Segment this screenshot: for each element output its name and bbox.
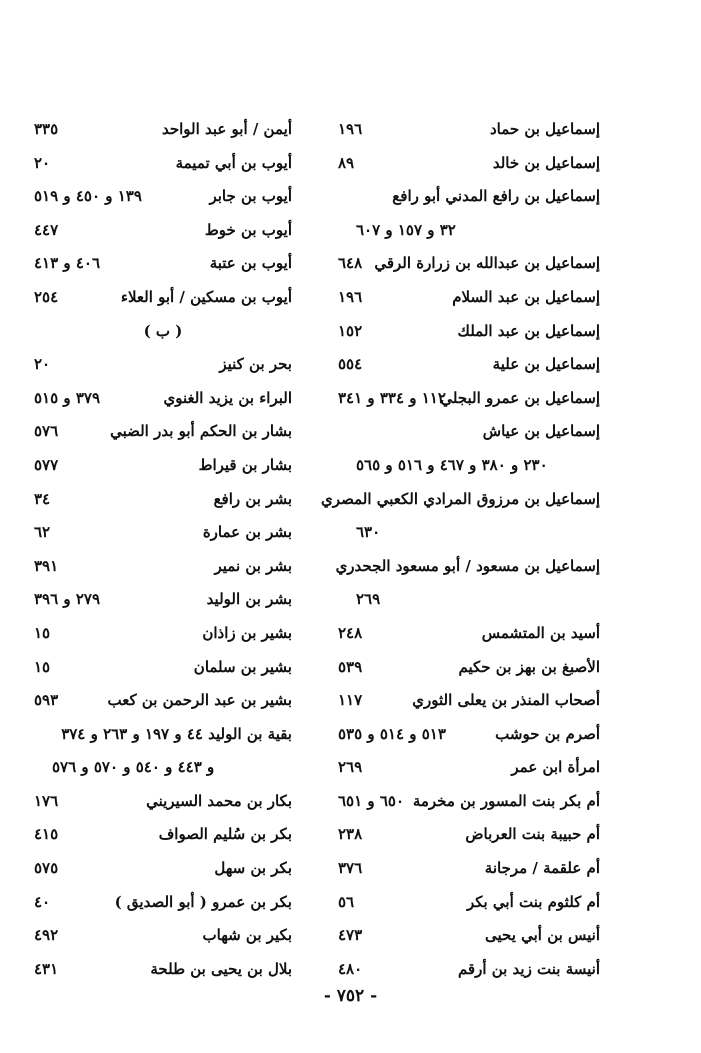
entry-name: أم بكر بنت المسور بن مخرمة [412, 791, 600, 810]
entry-name: بكر بن سُليم الصواف [158, 825, 292, 844]
entry-name: بكر بن عمرو ( أبو الصديق ) [114, 892, 292, 911]
index-entry [338, 852, 600, 886]
entry-name: أيوب بن عتبة [209, 254, 292, 273]
entry-name: إسماعيل بن عمرو البجلي [440, 388, 600, 407]
entry-name: أم حبيبة بنت العرباض [465, 825, 600, 844]
index-entry [338, 818, 600, 852]
entry-name: بشر بن نمير [214, 556, 292, 575]
index-entry [338, 315, 600, 349]
index-entry [34, 583, 292, 617]
index-entry [34, 651, 292, 685]
index-entry [34, 684, 292, 718]
index-entry [34, 953, 292, 987]
index-entry [34, 516, 292, 550]
entry-pages: ٣٩١ [34, 556, 59, 575]
entry-name: بقية بن الوليد ٤٤ و ١٩٧ و ٢٦٣ و ٣٧٤ [61, 724, 292, 743]
entry-pages: ١٧٦ [34, 791, 59, 810]
index-entry [34, 180, 292, 214]
index-entry [321, 483, 600, 517]
entry-name: إسماعيل بن عبدالله بن زرارة الرقي [374, 254, 600, 273]
index-entry [34, 214, 292, 248]
entry-name: امرأة ابن عمر [511, 758, 600, 777]
entry-pages: ١٥٢ [338, 321, 363, 340]
entry-name: بكير بن شهاب [202, 926, 292, 945]
entry-name: بشر بن عمارة [202, 523, 292, 542]
entry-name: أصرم بن حوشب [495, 724, 600, 743]
entry-name: أم كلثوم بنت أبي بكر [466, 892, 600, 911]
entry-name: إسماعيل بن خالد [492, 153, 600, 172]
entry-name: إسماعيل بن عبد الملك [457, 321, 600, 340]
entry-pages: ٢٣٨ [338, 825, 363, 844]
entry-pages: ٤٠٦ و ٤١٣ [34, 254, 101, 273]
index-entry [338, 953, 600, 987]
entry-pages: ١١٧ [338, 691, 363, 710]
entry-name: بحر بن كنيز [219, 355, 292, 374]
entry-name: بكر بن سهل [214, 859, 292, 878]
index-entry [338, 651, 600, 685]
entry-name: بشير بن سلمان [193, 657, 292, 676]
entry-pages: ٣٤ [34, 489, 51, 508]
entry-name: بشار بن الحكم أبو بدر الضبي [110, 422, 292, 441]
entry-name: أيوب بن أبي تميمة [175, 153, 292, 172]
entry-name: بشر بن الوليد [206, 590, 292, 609]
index-entry [34, 550, 292, 584]
index-entry [34, 247, 292, 281]
index-entry [338, 718, 600, 752]
entry-pages: ٣٢ و ١٥٧ و ٦٠٧ [356, 220, 456, 239]
index-entry [338, 751, 600, 785]
entry-name: إسماعيل بن مسعود / أبو مسعود الجحدري [335, 556, 600, 575]
entry-pages: ٣٧٦ [338, 859, 363, 878]
entry-name: إسماعيل بن عبد السلام [452, 287, 600, 306]
index-entry [338, 247, 600, 281]
entry-name: أيوب بن خوط [204, 220, 292, 239]
index-entry [338, 113, 600, 147]
entry-pages: ٤١٥ [34, 825, 59, 844]
index-entry [34, 147, 292, 181]
index-entry [338, 348, 600, 382]
entry-pages: ٥٧٥ [34, 859, 59, 878]
entry-name: بشر بن رافع [213, 489, 292, 508]
index-entry [338, 281, 600, 315]
index-entry [34, 315, 292, 349]
entry-name: أيوب بن مسكين / أبو العلاء [120, 287, 292, 306]
entry-pages: ٦٣٠ [356, 523, 381, 542]
index-entry [338, 180, 600, 214]
entry-pages: ٤٠ [34, 892, 51, 911]
index-entry [34, 886, 292, 920]
entry-name: إسماعيل بن رافع المدني أبو رافع [392, 187, 600, 206]
index-entry [34, 113, 292, 147]
index-entry [338, 684, 600, 718]
entry-pages: ٥٧٧ [34, 455, 59, 474]
entry-name: أصحاب المنذر بن يعلى الثوري [412, 691, 600, 710]
entry-pages: ١٩٦ [338, 287, 363, 306]
entry-pages: ١١٢ و ٣٣٤ و ٣٤١ [338, 388, 446, 407]
entry-pages: ٢٦٩ [356, 590, 381, 609]
entry-pages: ١٥ [34, 623, 51, 642]
index-entry [338, 785, 600, 819]
index-entry [34, 785, 292, 819]
entry-pages: ١٣٩ و ٤٥٠ و ٥١٩ [34, 187, 142, 206]
entry-name: أم علقمة / مرجانة [484, 859, 600, 878]
entry-pages: ٢٧٩ و ٣٩٦ [34, 590, 101, 609]
entry-name: ( ب ) [143, 321, 183, 340]
index-entry [338, 886, 600, 920]
entry-name: بشير بن زاذان [202, 623, 292, 642]
entry-pages: ٤٧٣ [338, 926, 363, 945]
entry-pages: ٦٤٨ [338, 254, 363, 273]
entry-pages: ١٥ [34, 657, 51, 676]
index-entry [338, 415, 600, 449]
entry-name: أنيسة بنت زيد بن أرقم [457, 959, 600, 978]
index-entry [335, 550, 600, 584]
entry-name: أسيد بن المتشمس [481, 623, 600, 642]
entry-name: أنيس بن أبي يحيى [485, 926, 600, 945]
index-entry [34, 919, 292, 953]
index-entry [34, 818, 292, 852]
index-entry [34, 718, 292, 752]
entry-pages: ٢٠ [34, 355, 51, 374]
entry-pages: ٤٩٢ [34, 926, 59, 945]
index-entry [34, 617, 292, 651]
index-entry [34, 751, 292, 785]
entry-pages: ٤٣١ [34, 959, 59, 978]
index-entry [338, 147, 600, 181]
index-entry [338, 449, 600, 483]
entry-name: إسماعيل بن علية [492, 355, 600, 374]
entry-pages: ٥٥٤ [338, 355, 363, 374]
index-entry [34, 348, 292, 382]
entry-pages: ٤٤٧ [34, 220, 59, 239]
index-entry [34, 281, 292, 315]
entry-pages: ٦٥٠ و ٦٥١ [338, 791, 405, 810]
index-entry [338, 214, 600, 248]
entry-pages: ٦٢ [34, 523, 51, 542]
entry-pages: ١٩٦ [338, 120, 363, 138]
entry-pages: ٢٦٩ [338, 758, 363, 777]
entry-name: بلال بن يحيى بن طلحة [150, 959, 292, 978]
entry-pages: و ٤٤٣ و ٥٤٠ و ٥٧٠ و ٥٧٦ [52, 758, 215, 777]
entry-pages: ٣٧٩ و ٥١٥ [34, 388, 101, 407]
entry-name: أيوب بن جابر [209, 187, 292, 206]
entry-pages: ٥١٣ و ٥١٤ و ٥٣٥ [338, 724, 446, 743]
index-entry [34, 382, 292, 416]
right-index-column [321, 113, 600, 986]
entry-name: البراء بن يزيد الغنوي [163, 388, 292, 407]
entry-pages: ٢٣٠ و ٣٨٠ و ٤٦٧ و ٥١٦ و ٥٦٥ [356, 455, 548, 474]
index-entry [338, 382, 600, 416]
entry-pages: ٥٧٦ [34, 422, 59, 441]
entry-pages: ٤٨٠ [338, 959, 363, 978]
entry-name: بشير بن عبد الرحمن بن كعب [107, 691, 292, 710]
entry-name: الأصبغ بن بهز بن حكيم [458, 657, 600, 676]
index-entry [338, 516, 600, 550]
entry-pages: ٢٥٤ [34, 287, 59, 306]
entry-pages: ٢٤٨ [338, 623, 363, 642]
index-entry [338, 617, 600, 651]
entry-pages: ٥٩٣ [34, 691, 59, 710]
index-entry [338, 583, 600, 617]
index-entry [338, 919, 600, 953]
entry-name: أيمن / أبو عبد الواحد [161, 120, 292, 138]
index-entry [34, 852, 292, 886]
entry-name: إسماعيل بن مرزوق المرادي الكعبي المصري [321, 489, 600, 508]
index-entry [34, 449, 292, 483]
index-entry [34, 483, 292, 517]
entry-pages: ٨٩ [338, 153, 355, 172]
entry-name: إسماعيل بن حماد [489, 120, 600, 138]
left-index-column [34, 113, 292, 986]
entry-name: بكار بن محمد السيريني [146, 791, 292, 810]
entry-pages: ٢٠ [34, 153, 51, 172]
entry-name: بشار بن قيراط [198, 455, 292, 474]
entry-pages: ٥٦ [338, 892, 355, 911]
entry-pages: ٥٣٩ [338, 657, 363, 676]
entry-pages: ٣٣٥ [34, 120, 59, 138]
index-entry [34, 415, 292, 449]
entry-name: إسماعيل بن عياش [482, 422, 600, 441]
page-number: - ٧٥٢ - [323, 986, 378, 1006]
